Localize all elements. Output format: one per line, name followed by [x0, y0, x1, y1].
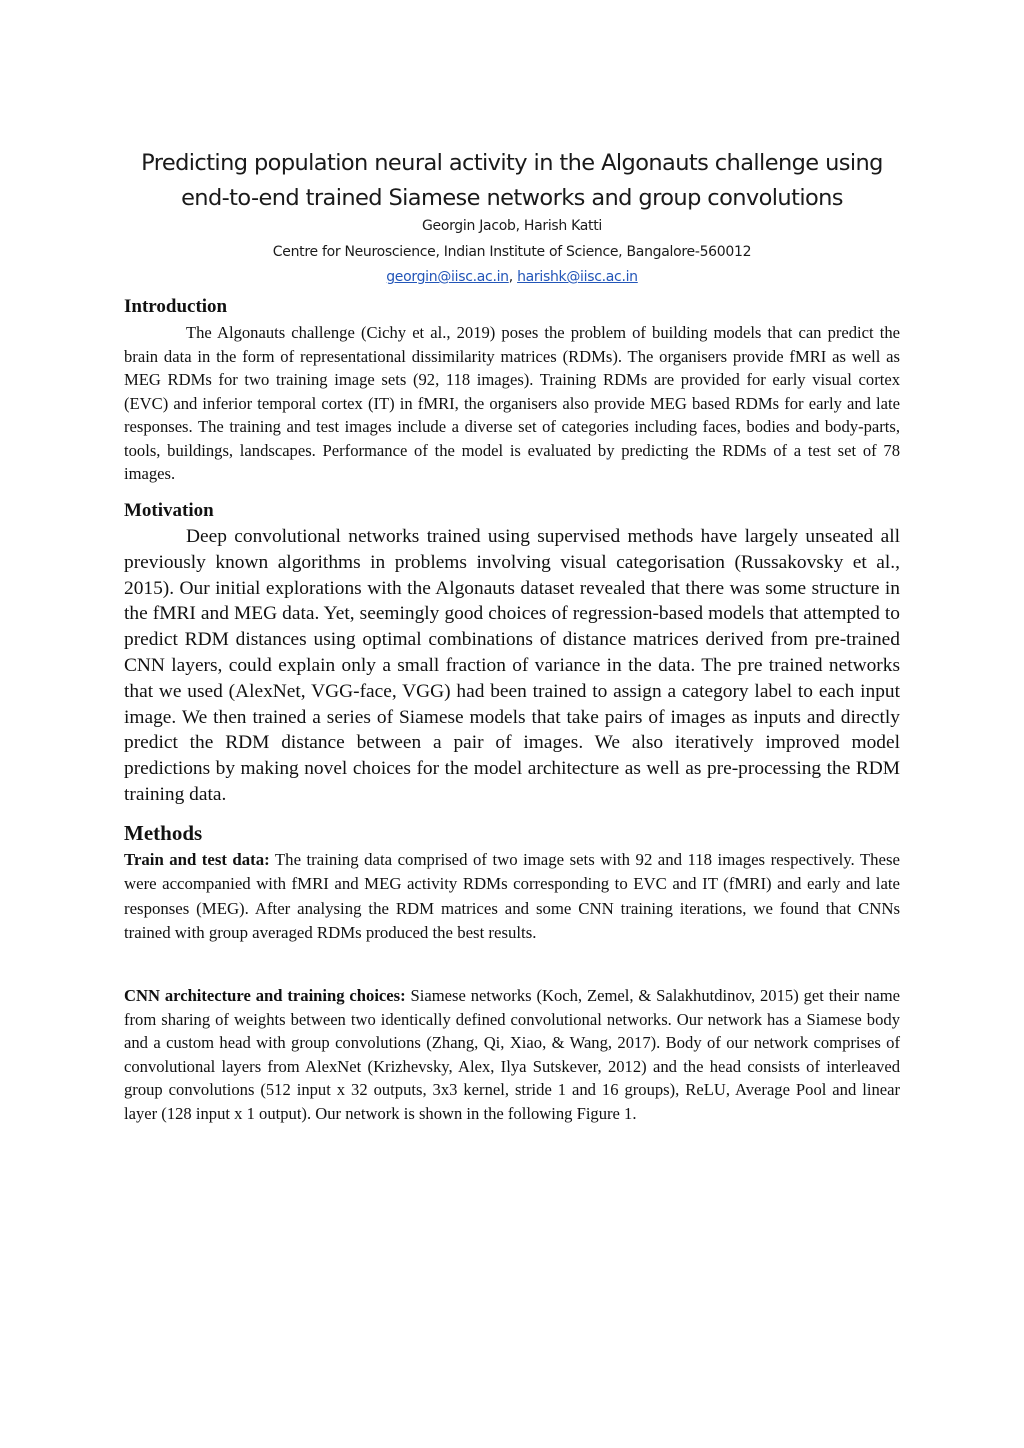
author-list: Georgin Jacob, Harish Katti — [421, 218, 603, 234]
paper-title — [124, 146, 900, 216]
cnn-architecture-paragraph — [124, 984, 900, 1125]
train-test-data-paragraph — [124, 848, 900, 945]
cnn-architecture-text: Siamese networks (Koch, Zemel, & Salakhutdinov, 2015) get their name from sharing of weights between two identically defined convolutional networks. Our network has a Siamese body and a custom head with group convolutions (Zhang, Qi, Xiao, & Wang, 2017). Body of our network comprises of convolutional layers from AlexNet (Krizhevsky, Alex, Ilya Sutskever, 2012) and the head consists of interleaved group convolutions (512 input x 32 outputs, 3x3 kernel, stride 1 and 16 groups), ReLU, Average Pool and linear layer (128 input x 1 output). Our network is shown in the following Figure 1. — [124, 986, 900, 1123]
motivation-paragraph — [124, 524, 900, 808]
email-separator: , — [508, 269, 513, 285]
contact-emails — [124, 269, 900, 285]
section-heading-methods: Methods — [124, 821, 203, 845]
email-link-georgin[interactable]: georgin@iisc.ac.in — [386, 269, 509, 285]
cnn-architecture-label: CNN architecture and training choices: — [124, 986, 406, 1005]
affiliation: Centre for Neuroscience, Indian Institute of Science, Bangalore-560012 — [272, 244, 752, 260]
title-line-2: end-to-end trained Siamese networks and group convolutions — [181, 185, 843, 211]
title-line-1: Predicting population neural activity in the Algonauts challenge using — [141, 150, 883, 176]
section-heading-introduction: Introduction — [124, 296, 228, 317]
section-heading-motivation: Motivation — [124, 500, 214, 521]
email-link-harish[interactable]: harishk@iisc.ac.in — [517, 269, 638, 285]
train-test-data-label: Train and test data: — [124, 850, 270, 869]
introduction-text: The Algonauts challenge (Cichy et al., 2019) poses the problem of building models that can predict the brain data in the form of representational dissimilarity matrices (RDMs). The organisers provide fMRI as well as MEG RDMs for two training image sets (92, 118 images). Training RDMs are provided for early visual cortex (EVC) and inferior temporal cortex (IT) in fMRI, the organisers also provide MEG based RDMs for early and late responses. The training and test images include a diverse set of categories including faces, bodies and body-parts, tools, buildings, landscapes. Performance of the model is evaluated by predicting the RDMs of a test set of 78 images. — [124, 323, 900, 483]
introduction-paragraph — [124, 321, 900, 486]
train-test-data-text: The training data comprised of two image sets with 92 and 118 images respectively. These were accompanied with fMRI and MEG activity RDMs corresponding to EVC and IT (fMRI) and early and late responses (MEG). After analysing the RDM matrices and some CNN training iterations, we found that CNNs trained with group averaged RDMs produced the best results. — [124, 850, 900, 942]
motivation-text: Deep convolutional networks trained using supervised methods have largely unseated all previously known algorithms in problems involving visual categorisation (Russakovsky et al., 2015). Our initial explorations with the Algonauts dataset revealed that there was some structure in the fMRI and MEG data. Yet, seemingly good choices of regression-based models that attempted to predict RDM distances using optimal combinations of distance matrices derived from pre-trained CNN layers, could explain only a small fraction of variance in the data. The pre trained networks that we used (AlexNet, VGG-face, VGG) had been trained to assign a category label to each input image. We then trained a series of Siamese models that take pairs of images as inputs and directly predict the RDM distance between a pair of images. We also iteratively improved model predictions by making novel choices for the model architecture as well as pre-processing the RDM training data. — [124, 526, 900, 805]
